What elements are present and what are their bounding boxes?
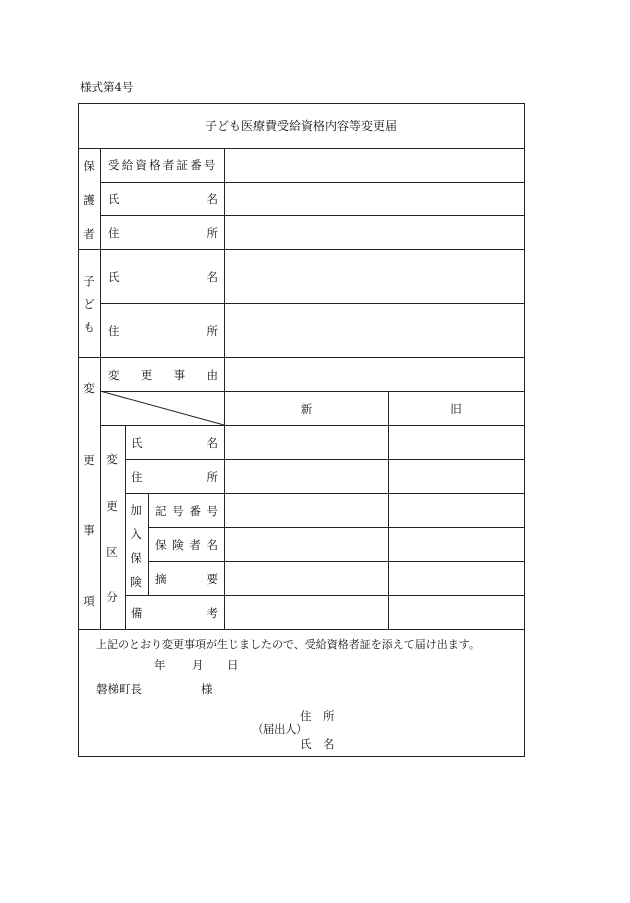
child-name-label (108, 270, 218, 284)
child-address-field[interactable] (225, 304, 523, 357)
name-old-field[interactable] (389, 426, 523, 459)
address-new-field[interactable] (225, 460, 388, 493)
label-char: 住 (108, 324, 120, 338)
change-name-label (131, 436, 218, 450)
insurance-char: 険 (130, 575, 142, 589)
declaration-statement: 上記のとおり変更事項が生じましたので、受給資格者証を添えて届け出ます。 (96, 638, 480, 651)
label-char: 名 (206, 192, 218, 206)
insurer-name-old-field[interactable] (389, 528, 523, 561)
label-char: 氏 (108, 270, 120, 284)
guardian-name-field[interactable] (225, 183, 523, 215)
summary-label (155, 572, 218, 586)
child-group-char: も (83, 320, 95, 334)
label-char: 番 (189, 504, 201, 518)
column-divider (148, 493, 149, 595)
label-char: 号 (172, 504, 184, 518)
symbol-number-label (155, 504, 218, 518)
change-reason-field[interactable] (225, 358, 523, 391)
label-char: 住 (108, 226, 120, 240)
change-group-char: 事 (83, 523, 95, 537)
child-group-char: 子 (83, 274, 95, 288)
symbol-number-new-field[interactable] (225, 494, 388, 527)
label-char: 変 (108, 368, 120, 382)
guardian-group-char: 保 (83, 159, 95, 173)
row-divider (78, 629, 524, 630)
guardian-name-label (108, 192, 218, 206)
insurance-char: 加 (130, 503, 142, 517)
label-char: 号 (206, 504, 218, 518)
form-title: 子ども医療費受給資格内容等変更届 (204, 119, 397, 133)
change-group-char: 変 (83, 381, 95, 395)
label-char: 名 (206, 436, 218, 450)
guardian-cert-number-field[interactable] (225, 149, 523, 182)
summary-old-field[interactable] (389, 562, 523, 595)
diagonal-header-line (100, 391, 225, 426)
label-char: 記 (155, 504, 167, 518)
date-year-label: 年 (154, 658, 166, 672)
insurer-name-label (155, 538, 218, 552)
remarks-new-field[interactable] (225, 596, 388, 629)
label-char: 所 (206, 226, 218, 240)
label-char: 要 (206, 572, 218, 586)
insurance-char: 保 (130, 551, 142, 565)
guardian-address-label (108, 226, 218, 240)
change-reason-label (108, 368, 218, 382)
notifier-label: （届出人） (252, 722, 307, 736)
summary-new-field[interactable] (225, 562, 388, 595)
date-day-label: 日 (227, 658, 239, 672)
child-group-char: ど (83, 297, 95, 311)
label-char: 所 (206, 324, 218, 338)
guardian-group-char: 者 (83, 227, 95, 241)
label-char: 名 (206, 538, 218, 552)
remarks-old-field[interactable] (389, 596, 523, 629)
label-char: 備 (131, 606, 143, 620)
name-new-field[interactable] (225, 426, 388, 459)
label-char: 所 (206, 470, 218, 484)
column-divider (125, 425, 126, 629)
label-char: 氏 (131, 436, 143, 450)
label-char: 摘 (155, 572, 167, 586)
old-column-header: 旧 (450, 402, 462, 416)
label-char: 保 (155, 538, 167, 552)
symbol-number-old-field[interactable] (389, 494, 523, 527)
address-old-field[interactable] (389, 460, 523, 493)
label-char: 住 (131, 470, 143, 484)
notifier-address-label: 住 所 (300, 709, 335, 723)
child-name-field[interactable] (225, 250, 523, 303)
label-char: 険 (172, 538, 184, 552)
change-group-char: 更 (83, 453, 95, 467)
label-char: 者 (189, 538, 201, 552)
change-category-char: 更 (106, 499, 118, 513)
guardian-group-char: 護 (83, 193, 95, 207)
change-category-char: 区 (106, 545, 118, 559)
label-char: 氏 (108, 192, 120, 206)
child-address-label (108, 324, 218, 338)
new-column-header: 新 (300, 402, 313, 416)
addressee: 磐梯町長 (96, 682, 142, 696)
change-category-char: 変 (106, 452, 118, 466)
guardian-address-field[interactable] (225, 216, 523, 249)
insurer-name-new-field[interactable] (225, 528, 388, 561)
honorific: 様 (201, 682, 213, 696)
label-char: 更 (140, 368, 153, 382)
change-address-label (131, 470, 218, 484)
form-number: 様式第4号 (80, 80, 134, 94)
date-month-label: 月 (192, 658, 204, 672)
insurance-char: 入 (130, 527, 142, 541)
label-char: 考 (206, 606, 218, 620)
remarks-label (131, 606, 218, 620)
guardian-cert-number-label: 受給資格者証番号 (108, 158, 218, 172)
label-char: 名 (206, 270, 218, 284)
change-category-char: 分 (106, 590, 118, 604)
notifier-name-label: 氏 名 (300, 737, 335, 751)
label-char: 事 (173, 368, 186, 382)
column-divider (100, 148, 101, 629)
label-char: 由 (206, 368, 218, 382)
change-group-char: 項 (83, 594, 95, 608)
